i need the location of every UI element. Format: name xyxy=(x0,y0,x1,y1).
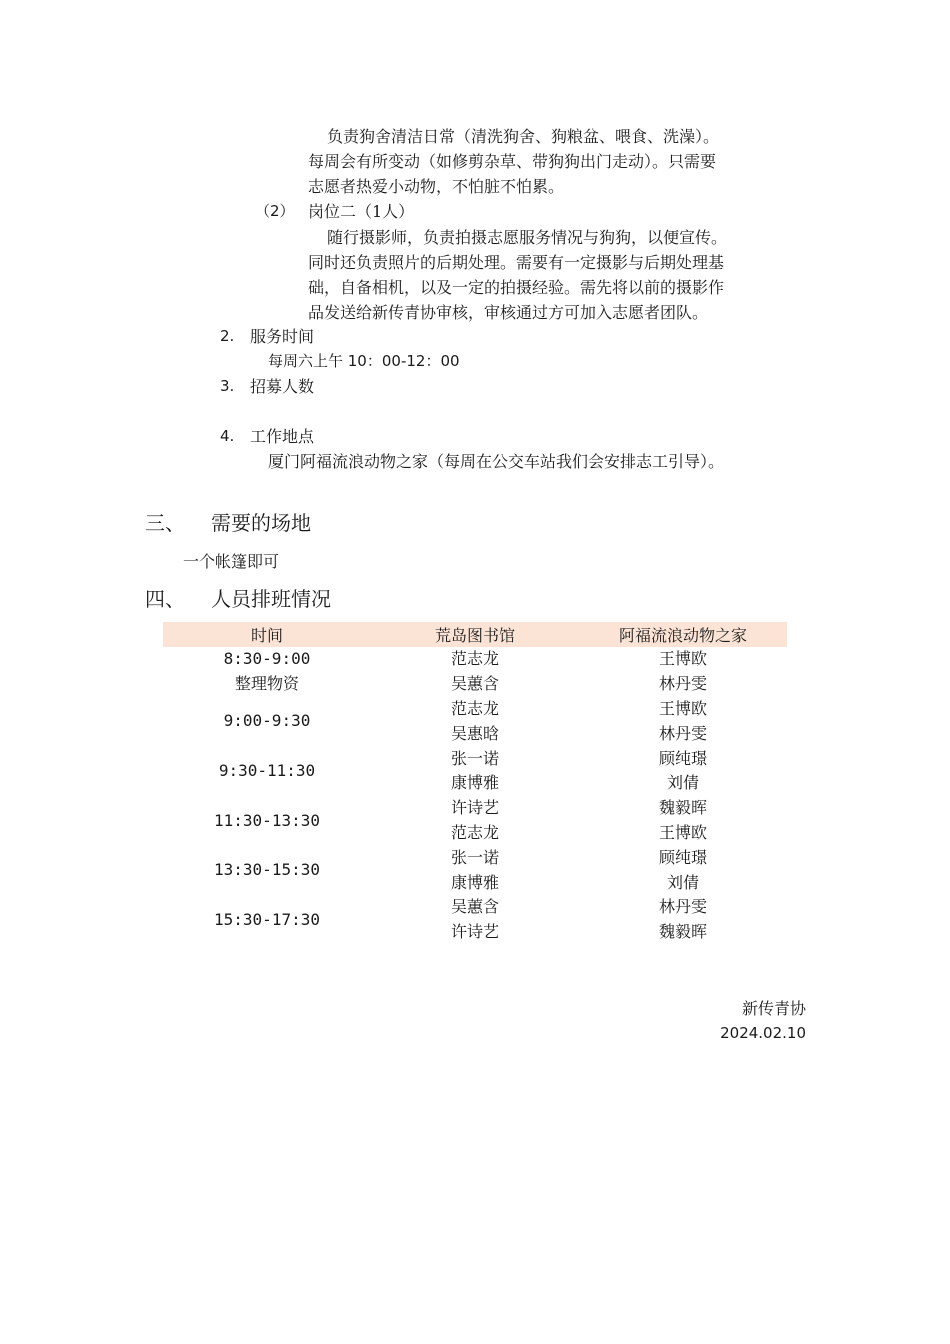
slot-animal-home-volunteer: 魏毅晖 xyxy=(658,798,707,818)
section3-number: 三、 xyxy=(145,511,185,535)
slot-animal-home-volunteer: 林丹雯 xyxy=(658,674,707,694)
slot-library-volunteer: 范志龙 xyxy=(450,698,499,718)
item-4-title: 工作地点 xyxy=(250,427,315,446)
item-4-number: 4. xyxy=(220,427,235,445)
section3-title: 需要的场地 xyxy=(211,511,311,535)
slot-library-volunteer: 吴蕙含 xyxy=(450,674,499,694)
role2-line-3: 础，自备相机，以及一定的拍摄经验。需先将以前的摄影作 xyxy=(308,278,725,297)
slot-time: 15:30-17:30 xyxy=(214,909,320,929)
slot-time: 13:30-15:30 xyxy=(214,860,320,880)
slot-animal-home-volunteer: 王博欧 xyxy=(658,649,707,669)
slot-time: 整理物资 xyxy=(234,674,299,694)
slot-animal-home-volunteer: 林丹雯 xyxy=(658,897,707,917)
slot-animal-home-volunteer: 王博欧 xyxy=(658,698,707,718)
role1-line-1: 负责狗舍清洁日常（清洗狗舍、狗粮盆、喂食、洗澡）。 xyxy=(327,127,720,146)
table-row xyxy=(163,796,787,821)
slot-animal-home-volunteer: 刘倩 xyxy=(666,872,699,892)
slot-library-volunteer: 康博雅 xyxy=(450,872,499,892)
slot-animal-home-volunteer: 林丹雯 xyxy=(658,723,707,743)
slot-time: 11:30-13:30 xyxy=(214,810,320,830)
item-4-detail: 厦门阿福流浪动物之家（每周在公交车站我们会安排志工引导）。 xyxy=(268,452,725,471)
slot-library-volunteer: 张一诺 xyxy=(450,748,499,768)
slot-library-volunteer: 吴惠晗 xyxy=(450,723,499,743)
header-time: 时间 xyxy=(163,622,371,647)
slot-library-volunteer: 范志龙 xyxy=(450,649,499,669)
slot-animal-home-volunteer: 刘倩 xyxy=(666,773,699,793)
slot-animal-home-volunteer: 顾纯璟 xyxy=(658,847,707,867)
slot-animal-home-volunteer: 顾纯璟 xyxy=(658,748,707,768)
slot-time: 8:30-9:00 xyxy=(223,649,311,669)
role1-line-3: 志愿者热爱小动物，不怕脏不怕累。 xyxy=(308,177,565,196)
slot-library-volunteer: 张一诺 xyxy=(450,847,499,867)
slot-library-volunteer: 许诗艺 xyxy=(450,798,499,818)
role2-title: 岗位二（1人） xyxy=(308,202,415,221)
section4-number: 四、 xyxy=(145,587,185,611)
slot-animal-home-volunteer: 魏毅晖 xyxy=(658,922,707,942)
signature-date: 2024.02.10 xyxy=(720,1024,806,1042)
header-animal-home: 阿福流浪动物之家 xyxy=(579,622,787,647)
item-2-detail: 每周六上午 10：00-12：00 xyxy=(268,352,460,370)
table-row xyxy=(163,647,787,672)
slot-time: 9:30-11:30 xyxy=(218,760,316,780)
section4-title: 人员排班情况 xyxy=(211,587,331,611)
table-row xyxy=(163,697,787,722)
schedule-header-row xyxy=(163,622,787,647)
role2-line-1: 随行摄影师，负责拍摄志愿服务情况与狗狗，以便宣传。 xyxy=(327,228,728,247)
slot-time: 9:00-9:30 xyxy=(223,711,311,731)
header-library: 荒岛图书馆 xyxy=(371,622,579,647)
item-3-number: 3. xyxy=(220,377,235,395)
schedule-table xyxy=(163,622,787,945)
item-2-number: 2. xyxy=(220,327,235,345)
table-row xyxy=(163,895,787,920)
slot-animal-home-volunteer: 王博欧 xyxy=(658,822,707,842)
role2-line-2: 同时还负责照片的后期处理。需要有一定摄影与后期处理基 xyxy=(308,253,725,272)
slot-library-volunteer: 许诗艺 xyxy=(450,922,499,942)
role1-line-2: 每周会有所变动（如修剪杂草、带狗狗出门走动）。只需要 xyxy=(308,152,717,171)
table-row xyxy=(163,672,787,697)
slot-library-volunteer: 康博雅 xyxy=(450,773,499,793)
signature-org: 新传青协 xyxy=(741,999,806,1018)
role2-line-4: 品发送给新传青协审核，审核通过方可加入志愿者团队。 xyxy=(308,303,709,322)
role2-marker: （2） xyxy=(255,202,295,220)
item-3-title: 招募人数 xyxy=(250,377,315,396)
section3-body: 一个帐篷即可 xyxy=(183,552,280,571)
item-2-title: 服务时间 xyxy=(250,327,315,346)
table-row xyxy=(163,746,787,771)
slot-library-volunteer: 范志龙 xyxy=(450,822,499,842)
slot-library-volunteer: 吴蕙含 xyxy=(450,897,499,917)
table-row xyxy=(163,845,787,870)
